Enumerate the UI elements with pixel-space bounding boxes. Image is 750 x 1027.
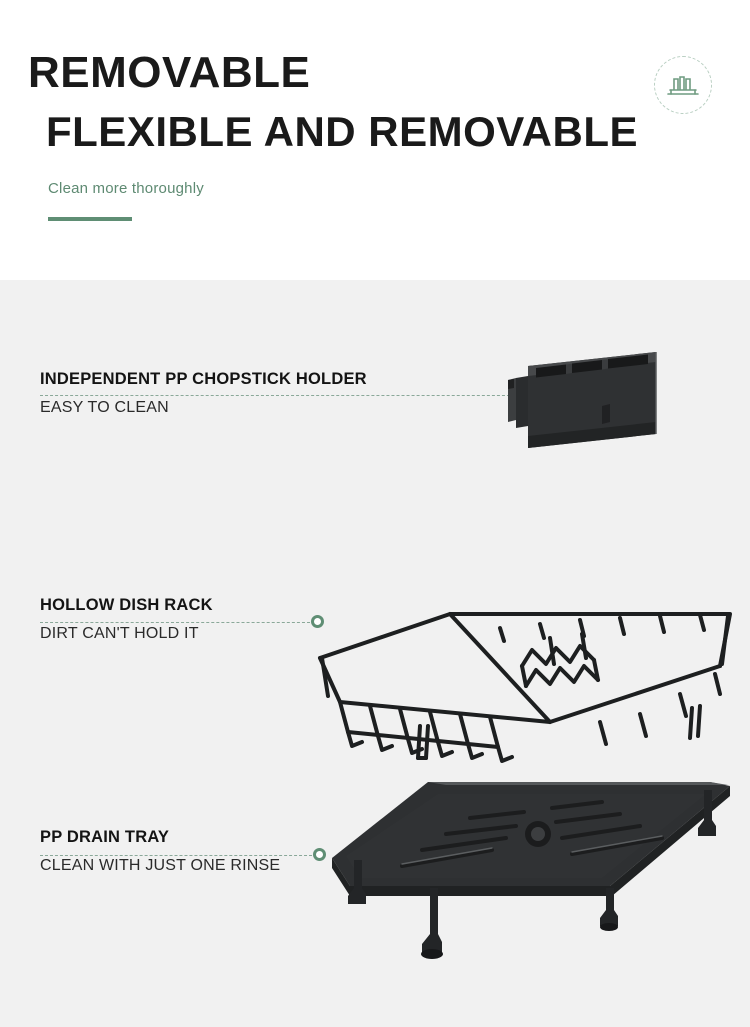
chopstick-holder-image (506, 318, 676, 478)
feature-subtitle: DIRT CAN'T HOLD IT (40, 625, 199, 642)
drain-tray-image (310, 738, 740, 988)
callout-line (40, 622, 310, 623)
feature-title: PP DRAIN TRAY (40, 828, 170, 846)
feature-text-block (40, 828, 280, 875)
page-header (0, 0, 750, 280)
dish-rack-icon (654, 56, 712, 114)
callout-line (40, 395, 520, 396)
feature-subtitle: EASY TO CLEAN (40, 399, 169, 416)
feature-title: INDEPENDENT PP CHOPSTICK HOLDER (40, 370, 367, 388)
page-title-line-1: REMOVABLE (28, 48, 311, 97)
features-panel (0, 280, 750, 1027)
callout-line (40, 855, 312, 856)
page-subtitle: Clean more thoroughly (48, 180, 204, 197)
feature-subtitle: CLEAN WITH JUST ONE RINSE (40, 857, 281, 874)
feature-text-block (40, 370, 367, 417)
feature-text-block (40, 596, 213, 643)
page-title-line-2: FLEXIBLE AND REMOVABLE (46, 108, 639, 155)
feature-title: HOLLOW DISH RACK (40, 596, 213, 614)
accent-divider (48, 217, 132, 221)
